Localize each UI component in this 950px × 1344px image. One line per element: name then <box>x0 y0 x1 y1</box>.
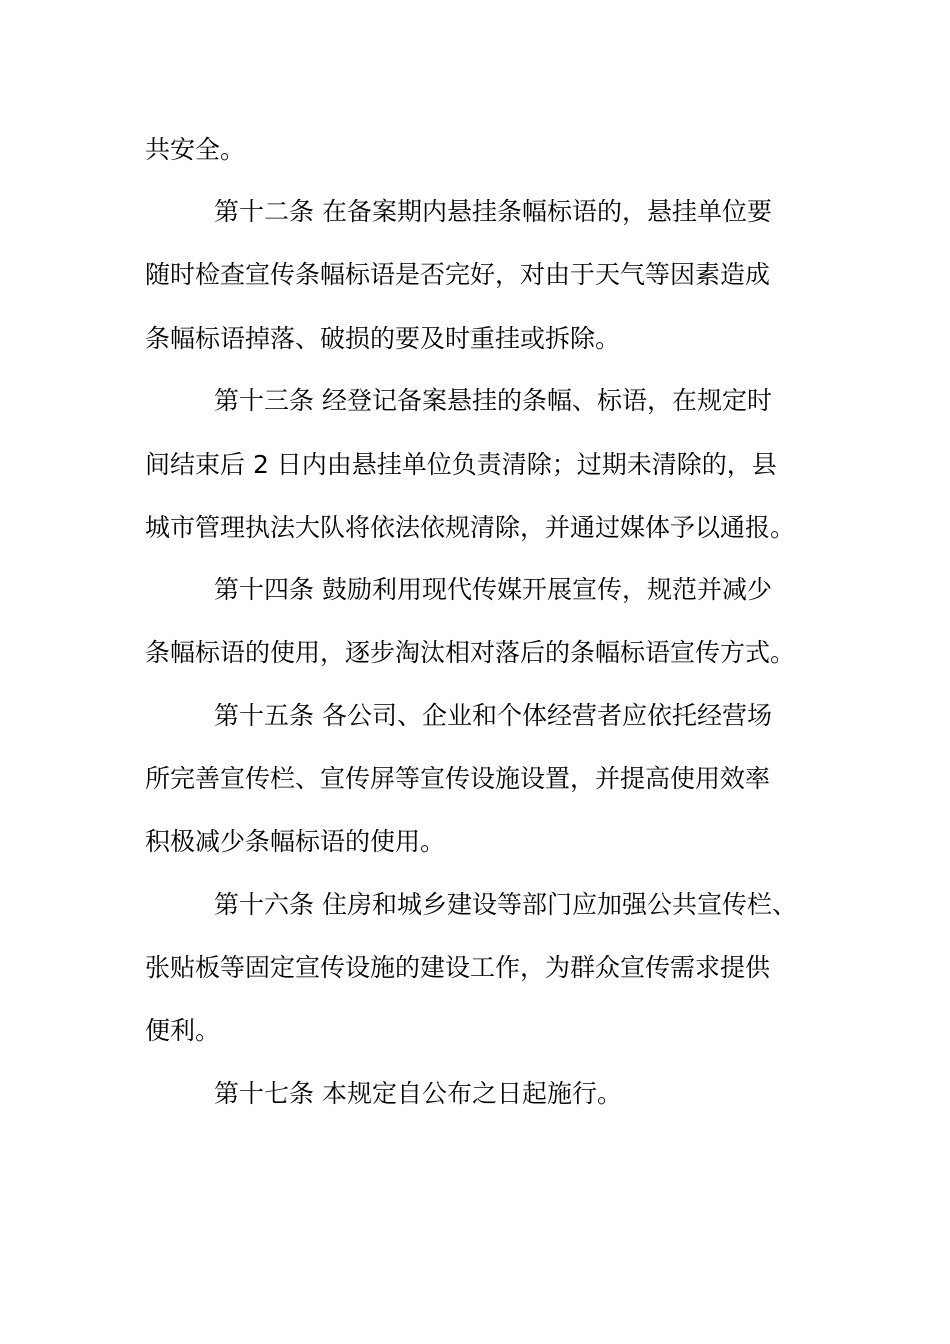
text-line: 条幅标语掉落、破损的要及时重挂或拆除。 <box>145 324 621 353</box>
text-line: 随时检查宣传条幅标语是否完好，对由于天气等因素造成 <box>145 260 771 289</box>
text-line: 所完善宣传栏、宣传屏等宣传设施设置，并提高使用效率 <box>145 764 771 793</box>
text-line: 便利。 <box>145 1016 221 1045</box>
text-line: 张贴板等固定宣传设施的建设工作，为群众宣传需求提供 <box>145 953 771 982</box>
text-line: 间结束后 2 日内由悬挂单位负责清除；过期未清除的，县 <box>145 450 777 479</box>
article-16-heading-line: 第十六条 住房和城乡建设等部门应加强公共宣传栏、 <box>214 890 797 919</box>
text-line: 城市管理执法大队将依法依规清除，并通过媒体予以通报。 <box>145 513 796 542</box>
article-17-heading-line: 第十七条 本规定自公布之日起施行。 <box>214 1079 622 1108</box>
text-line: 积极减少条幅标语的使用。 <box>145 827 446 856</box>
article-15-heading-line: 第十五条 各公司、企业和个体经营者应依托经营场 <box>214 701 772 730</box>
text-line: 条幅标语的使用，逐步淘汰相对落后的条幅标语宣传方式。 <box>145 638 796 667</box>
article-12-heading-line: 第十二条 在备案期内悬挂条幅标语的，悬挂单位要 <box>214 197 772 226</box>
article-13-heading-line: 第十三条 经登记备案悬挂的条幅、标语，在规定时 <box>214 386 772 415</box>
article-14-heading-line: 第十四条 鼓励利用现代传媒开展宣传，规范并减少 <box>214 575 772 604</box>
text-line: 共安全。 <box>145 135 246 164</box>
